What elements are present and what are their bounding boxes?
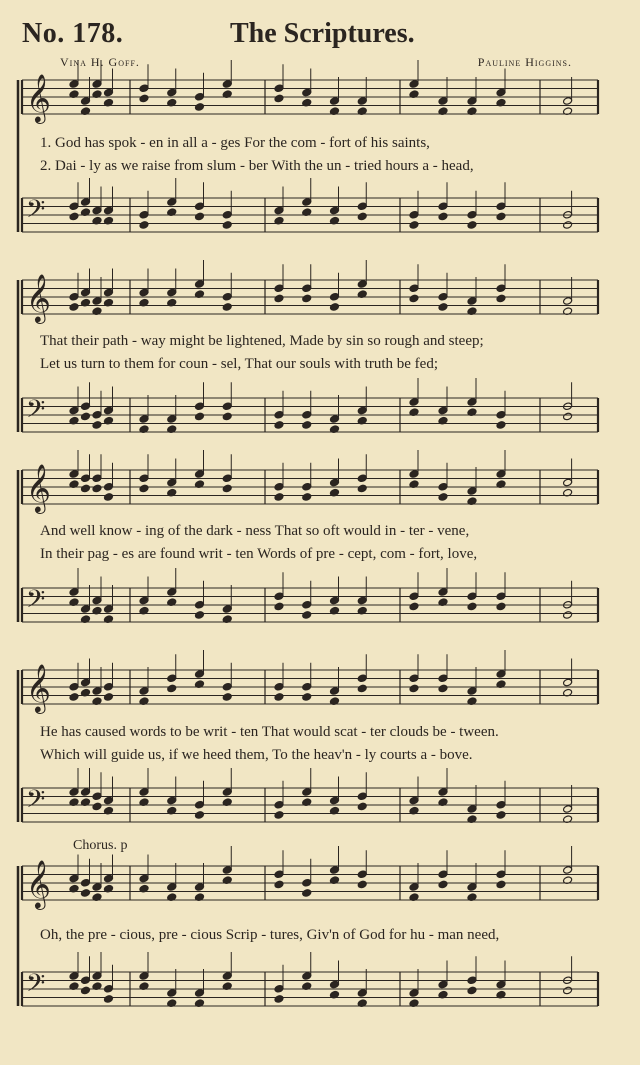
note-head — [69, 972, 79, 981]
note-head — [92, 883, 102, 892]
note-head — [104, 482, 114, 491]
note-head — [92, 687, 102, 696]
note-head — [302, 693, 312, 702]
note-head — [139, 972, 149, 981]
note-head — [274, 410, 284, 419]
note-head — [69, 292, 79, 301]
note-head — [104, 693, 114, 702]
note-head — [438, 788, 448, 797]
note-head — [563, 412, 573, 421]
note-head — [139, 484, 149, 493]
note-head — [69, 874, 79, 883]
note-head — [330, 206, 340, 215]
note-head — [357, 684, 367, 693]
note-head — [496, 421, 506, 430]
note-head — [274, 284, 284, 293]
note-head — [496, 294, 506, 303]
note-head — [195, 600, 205, 609]
note-head — [81, 986, 91, 995]
note-head — [167, 674, 177, 683]
note-head — [195, 611, 205, 620]
note-head — [274, 682, 284, 691]
note-head — [69, 212, 79, 221]
note-head — [409, 284, 419, 293]
note-head — [302, 600, 312, 609]
note-head — [139, 221, 149, 230]
note-head — [274, 84, 284, 93]
note-head — [139, 84, 149, 93]
note-head — [195, 92, 205, 101]
note-head — [104, 984, 114, 993]
note-head — [467, 687, 477, 696]
lyric-verse1-system2: That their path - way might be lightened, Made by sin so rough and steep; — [40, 333, 484, 349]
note-head — [104, 995, 114, 1004]
note-head — [563, 97, 573, 106]
note-head — [195, 989, 205, 998]
note-head — [438, 870, 448, 879]
note-head — [139, 94, 149, 103]
note-head — [409, 294, 419, 303]
note-head — [496, 602, 506, 611]
note-head — [167, 198, 177, 207]
note-head — [467, 210, 477, 219]
note-head — [409, 470, 419, 479]
note-head — [195, 212, 205, 221]
note-head — [195, 811, 205, 820]
note-head — [167, 989, 177, 998]
note-head — [222, 402, 232, 411]
note-head — [92, 596, 102, 605]
note-head — [438, 493, 448, 502]
bass-clef-icon: 𝄢 — [26, 585, 46, 620]
note-head — [409, 674, 419, 683]
note-head — [302, 198, 312, 207]
note-head — [139, 415, 149, 424]
note-head — [222, 484, 232, 493]
bass-clef-icon: 𝄢 — [26, 785, 46, 820]
lyric-verse2-system4: Which will guide us, if we heed them, To the heav'n - ly courts a - bove. — [40, 747, 473, 763]
note-head — [92, 792, 102, 801]
note-head — [69, 682, 79, 691]
note-head — [357, 280, 367, 289]
note-head — [438, 406, 448, 415]
note-head — [81, 678, 91, 687]
note-head — [222, 80, 232, 89]
note-head — [357, 406, 367, 415]
note-head — [302, 294, 312, 303]
note-head — [167, 684, 177, 693]
note-head — [330, 866, 340, 875]
note-head — [563, 866, 573, 875]
note-head — [69, 788, 79, 797]
note-head — [467, 883, 477, 892]
note-head — [104, 605, 114, 614]
note-head — [167, 415, 177, 424]
note-head — [167, 883, 177, 892]
note-head — [195, 202, 205, 211]
lyric-verse1-system4: He has caused words to be writ - ten That would scat - ter clouds be - tween. — [40, 724, 499, 740]
note-head — [496, 980, 506, 989]
note-head — [69, 406, 79, 415]
note-head — [104, 206, 114, 215]
note-head — [222, 292, 232, 301]
note-head — [139, 288, 149, 297]
note-head — [302, 611, 312, 620]
note-head — [81, 474, 91, 483]
note-head — [222, 788, 232, 797]
note-head — [409, 592, 419, 601]
note-head — [563, 221, 573, 230]
note-head — [330, 687, 340, 696]
note-head — [222, 303, 232, 312]
note-head — [302, 889, 312, 898]
note-head — [104, 88, 114, 97]
note-head — [330, 292, 340, 301]
note-head — [195, 800, 205, 809]
note-head — [222, 682, 232, 691]
note-head — [496, 212, 506, 221]
note-head — [81, 788, 91, 797]
note-head — [409, 796, 419, 805]
note-head — [357, 802, 367, 811]
note-head — [195, 103, 205, 112]
note-head — [167, 796, 177, 805]
note-head — [92, 484, 102, 493]
composer-credit: Pauline Higgins. — [477, 55, 572, 69]
note-head — [563, 611, 573, 620]
hymn-number: No. 178. — [22, 18, 124, 49]
note-head — [496, 88, 506, 97]
note-head — [409, 989, 419, 998]
note-head — [438, 97, 448, 106]
note-head — [222, 693, 232, 702]
note-head — [409, 398, 419, 407]
note-head — [467, 602, 477, 611]
note-head — [69, 80, 79, 89]
note-head — [438, 482, 448, 491]
note-head — [167, 288, 177, 297]
note-head — [563, 805, 573, 814]
note-head — [81, 605, 91, 614]
note-head — [139, 474, 149, 483]
lyric-verse2-system1: 2. Dai - ly as we raise from slum - ber With the un - tried hours a - head, — [40, 158, 474, 174]
bass-clef-icon: 𝄢 — [26, 395, 46, 430]
note-head — [563, 986, 573, 995]
note-head — [438, 292, 448, 301]
note-head — [274, 602, 284, 611]
note-head — [357, 97, 367, 106]
note-head — [222, 866, 232, 875]
note-head — [302, 788, 312, 797]
lyric-chorus: Oh, the pre - cious, pre - cious Scrip - tures, Giv'n of God for hu - man need, — [40, 927, 500, 943]
note-head — [195, 280, 205, 289]
note-head — [357, 212, 367, 221]
note-head — [330, 980, 340, 989]
note-head — [496, 202, 506, 211]
note-head — [92, 297, 102, 306]
note-head — [357, 474, 367, 483]
note-head — [195, 412, 205, 421]
note-head — [496, 410, 506, 419]
note-head — [563, 478, 573, 487]
note-head — [274, 421, 284, 430]
note-head — [222, 210, 232, 219]
treble-clef-icon: 𝄞 — [26, 73, 51, 122]
note-head — [81, 889, 91, 898]
note-head — [139, 687, 149, 696]
note-head — [195, 470, 205, 479]
note-head — [104, 796, 114, 805]
note-head — [467, 986, 477, 995]
chorus-label: Chorus. p — [73, 838, 128, 853]
note-head — [274, 94, 284, 103]
note-head — [438, 588, 448, 597]
note-head — [496, 284, 506, 293]
note-head — [104, 288, 114, 297]
treble-clef-icon: 𝄞 — [26, 463, 51, 512]
note-head — [563, 678, 573, 687]
note-head — [104, 682, 114, 691]
note-head — [438, 674, 448, 683]
note-head — [139, 874, 149, 883]
note-head — [496, 880, 506, 889]
note-head — [496, 670, 506, 679]
note-head — [81, 402, 91, 411]
note-head — [69, 693, 79, 702]
note-head — [496, 470, 506, 479]
note-head — [274, 870, 284, 879]
note-head — [81, 288, 91, 297]
note-head — [81, 878, 91, 887]
note-head — [139, 596, 149, 605]
note-head — [92, 474, 102, 483]
note-head — [104, 874, 114, 883]
note-head — [357, 674, 367, 683]
note-head — [438, 880, 448, 889]
note-head — [81, 97, 91, 106]
note-head — [69, 303, 79, 312]
note-head — [330, 97, 340, 106]
note-head — [274, 482, 284, 491]
note-head — [274, 984, 284, 993]
treble-clef-icon: 𝄞 — [26, 663, 51, 712]
note-head — [222, 605, 232, 614]
note-head — [467, 976, 477, 985]
treble-clef-icon: 𝄞 — [26, 273, 51, 322]
note-head — [330, 415, 340, 424]
note-head — [195, 883, 205, 892]
note-head — [302, 972, 312, 981]
note-head — [467, 221, 477, 230]
treble-clef-icon: 𝄞 — [26, 859, 51, 908]
note-head — [69, 202, 79, 211]
note-head — [357, 880, 367, 889]
note-head — [274, 800, 284, 809]
note-head — [438, 202, 448, 211]
note-head — [195, 402, 205, 411]
note-head — [496, 800, 506, 809]
note-head — [330, 478, 340, 487]
hymn-title: The Scriptures. — [230, 18, 415, 49]
note-head — [357, 792, 367, 801]
note-head — [496, 592, 506, 601]
note-head — [167, 88, 177, 97]
note-head — [409, 80, 419, 89]
note-head — [139, 788, 149, 797]
note-head — [302, 88, 312, 97]
note-head — [438, 980, 448, 989]
note-head — [357, 202, 367, 211]
lyric-verse1-system3: And well know - ing of the dark - ness That so oft would in - ter - vene, — [40, 523, 470, 539]
note-head — [81, 412, 91, 421]
note-head — [357, 870, 367, 879]
note-head — [69, 470, 79, 479]
note-head — [274, 294, 284, 303]
note-head — [274, 693, 284, 702]
lyric-verse2-system3: In their pag - es are found writ - ten Words of pre - cept, com - fort, love, — [40, 546, 478, 562]
note-head — [409, 883, 419, 892]
note-head — [302, 682, 312, 691]
note-head — [330, 303, 340, 312]
note-head — [330, 596, 340, 605]
note-head — [81, 198, 91, 207]
note-head — [274, 206, 284, 215]
lyric-verse1-system1: 1. God has spok - en in all a - ges For the com - fort of his saints, — [40, 135, 430, 151]
note-head — [467, 592, 477, 601]
note-head — [222, 972, 232, 981]
author-credit: Vina H. Goff. — [60, 55, 140, 69]
note-head — [92, 410, 102, 419]
note-head — [330, 796, 340, 805]
note-head — [357, 484, 367, 493]
note-head — [438, 303, 448, 312]
note-head — [409, 210, 419, 219]
note-head — [563, 297, 573, 306]
note-head — [222, 221, 232, 230]
note-head — [302, 284, 312, 293]
note-head — [302, 482, 312, 491]
note-head — [81, 484, 91, 493]
note-head — [357, 596, 367, 605]
note-head — [104, 406, 114, 415]
note-head — [92, 206, 102, 215]
note-head — [69, 588, 79, 597]
note-head — [274, 811, 284, 820]
note-head — [92, 421, 102, 430]
note-head — [467, 398, 477, 407]
note-head — [496, 811, 506, 820]
note-head — [274, 995, 284, 1004]
note-head — [438, 212, 448, 221]
note-head — [467, 487, 477, 496]
note-head — [222, 474, 232, 483]
note-head — [302, 421, 312, 430]
note-head — [167, 588, 177, 597]
note-head — [92, 80, 102, 89]
lyric-verse2-system2: Let us turn to them for coun - sel, That our souls with truth be fed; — [40, 356, 438, 372]
note-head — [81, 976, 91, 985]
note-head — [274, 592, 284, 601]
note-head — [438, 684, 448, 693]
note-head — [467, 805, 477, 814]
note-head — [104, 493, 114, 502]
note-head — [167, 478, 177, 487]
note-head — [222, 412, 232, 421]
note-head — [92, 972, 102, 981]
note-head — [92, 802, 102, 811]
note-head — [467, 297, 477, 306]
note-head — [274, 880, 284, 889]
note-head — [302, 410, 312, 419]
note-head — [302, 493, 312, 502]
note-head — [409, 221, 419, 230]
note-head — [409, 684, 419, 693]
note-head — [496, 870, 506, 879]
note-head — [139, 210, 149, 219]
note-head — [467, 97, 477, 106]
note-head — [274, 493, 284, 502]
note-head — [195, 670, 205, 679]
bass-clef-icon: 𝄢 — [26, 969, 46, 1004]
note-head — [302, 878, 312, 887]
note-head — [409, 602, 419, 611]
note-head — [357, 989, 367, 998]
bass-clef-icon: 𝄢 — [26, 195, 46, 230]
